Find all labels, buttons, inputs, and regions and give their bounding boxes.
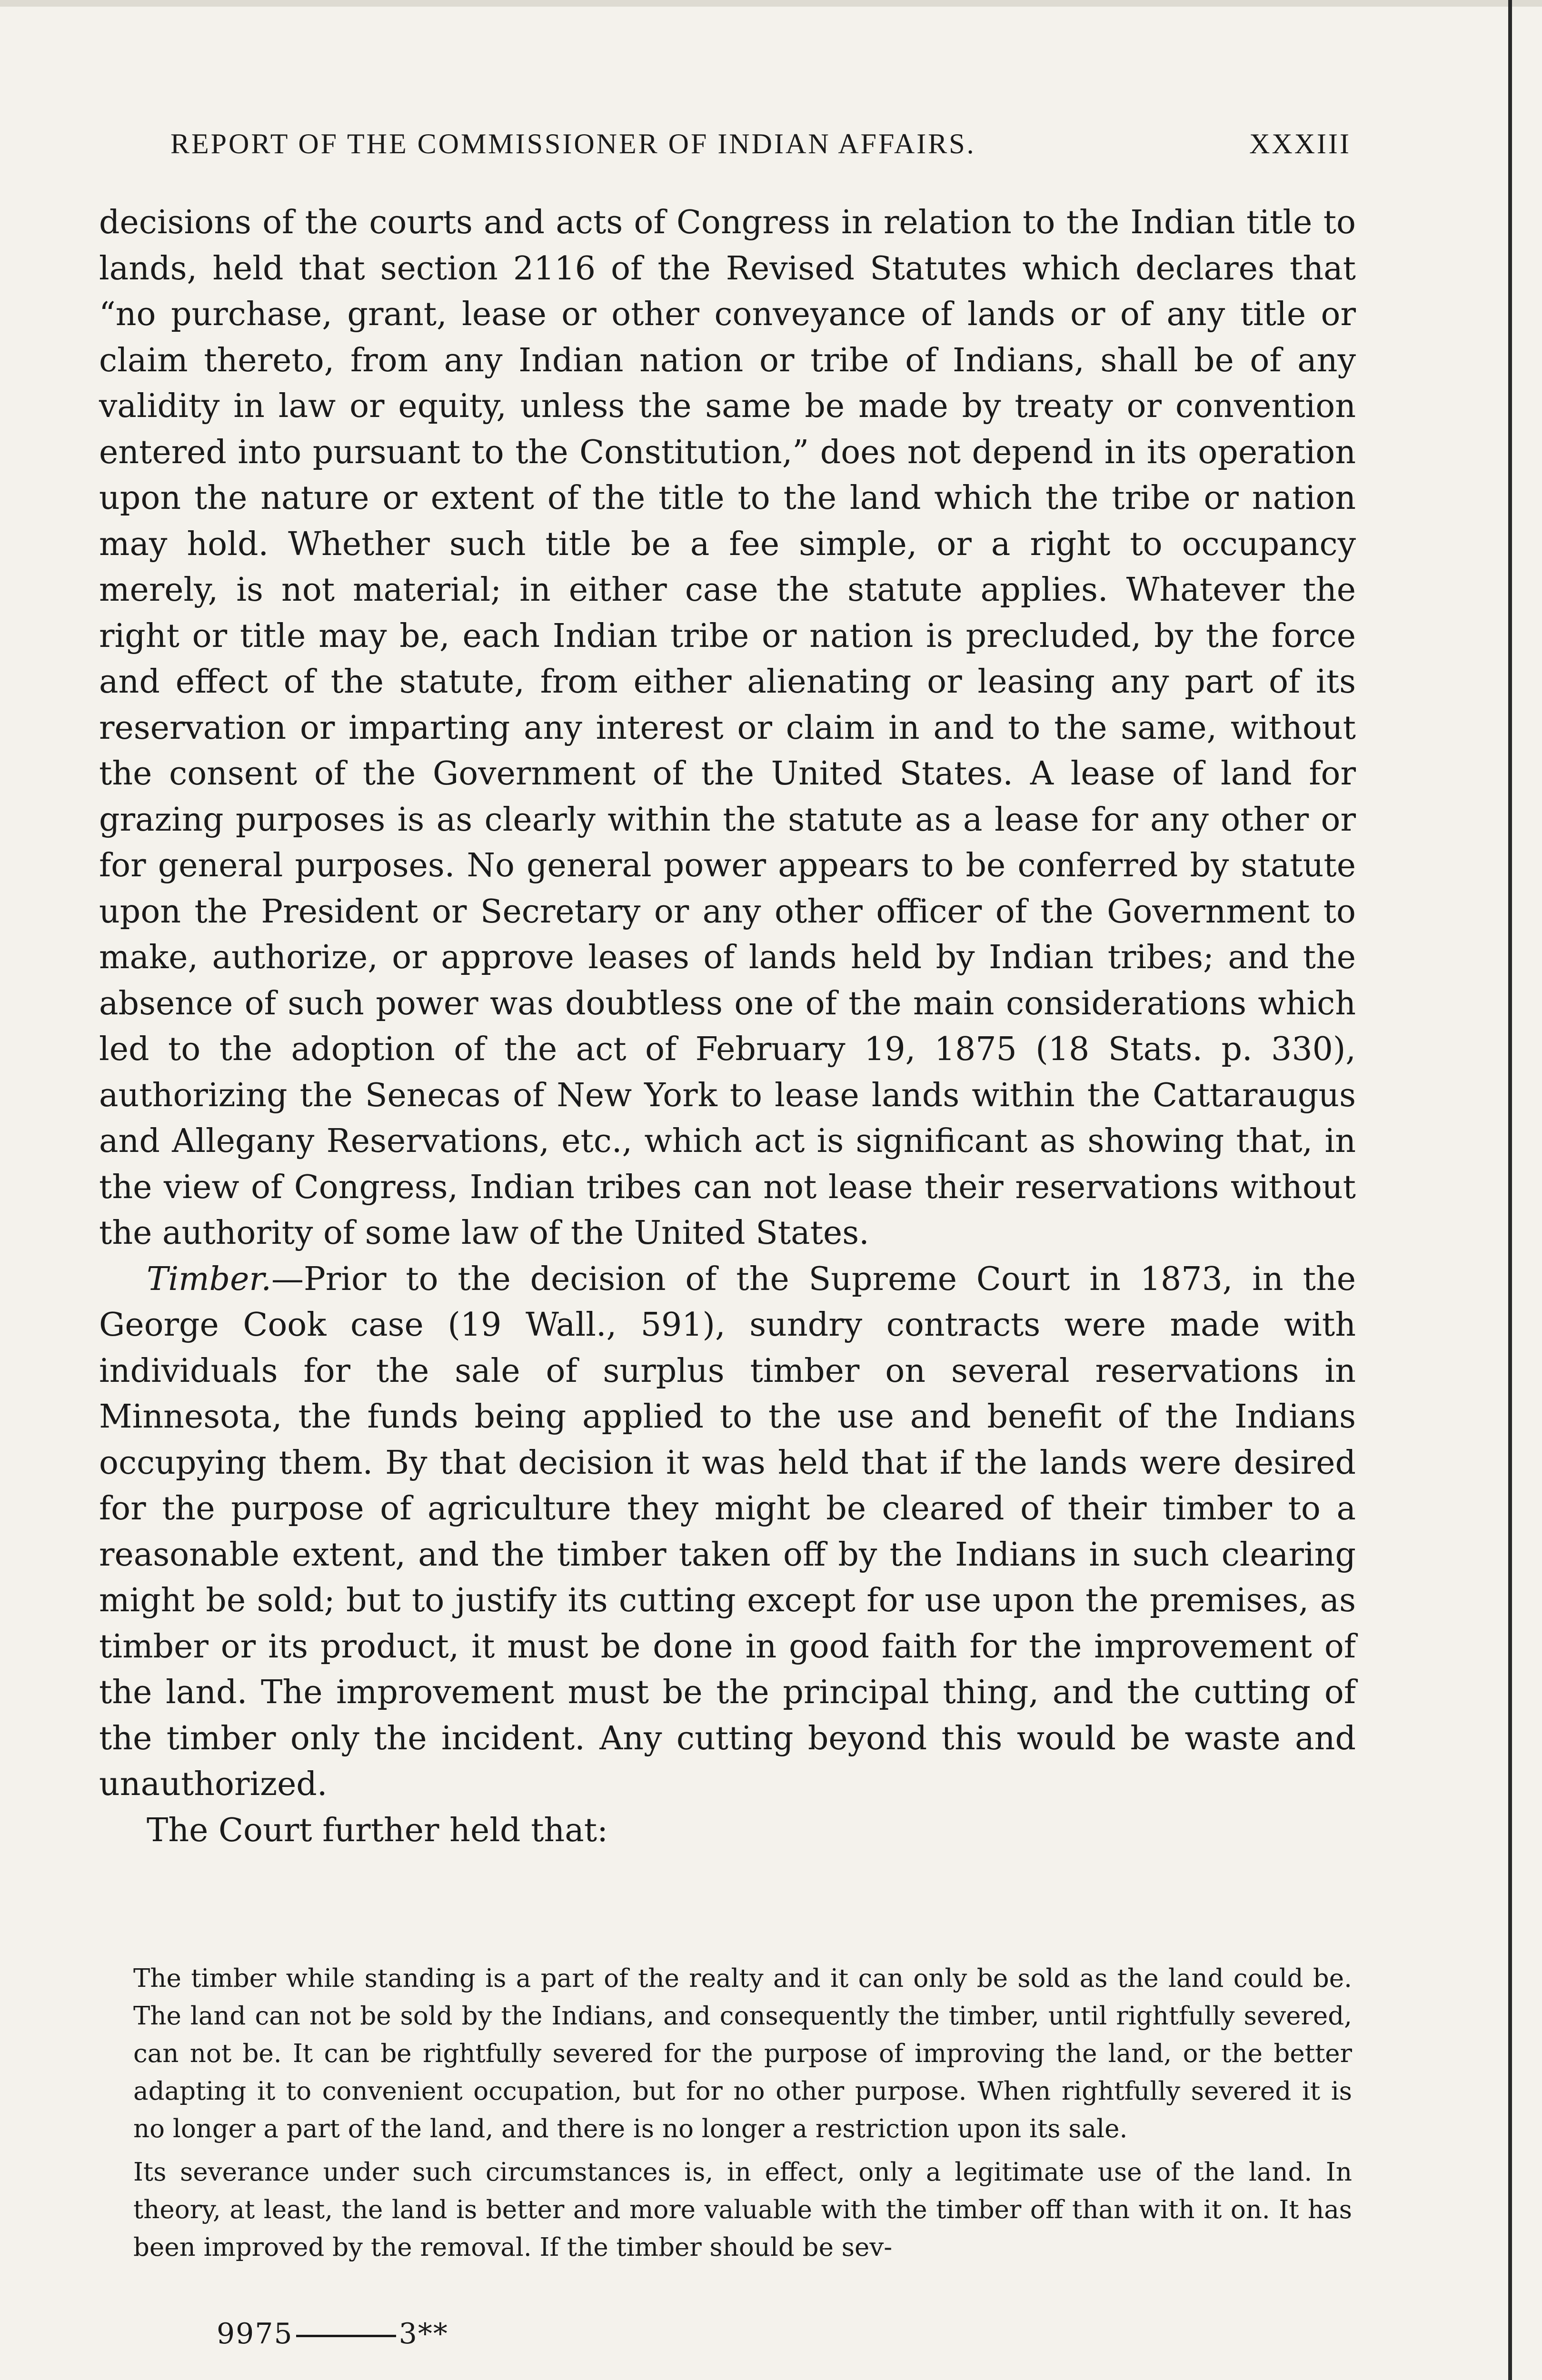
paragraph-leases: decisions of the courts and acts of Congress in relation to the Indian title to lands, held that section 2116 of the Revised Statutes which declares that “no purchase, grant, lease or other conveyance of lands or of any title or claim thereto, from any Indian nation or tribe of Indians, shall be of any validity in law or equity, unless the same be made by treaty or convention entered into pursuant to the Constitution,” does not depend in its operation upon the nature or extent of the title to the land which the tribe or nation may hold. Whether such title be a fee simple, or a right to occupancy merely, is not material; in either case the statute applies. Whatever the right or title may be, each Indian tribe or nation is precluded, by the force and effect of the statute, from either alienating or leasing any part of its reservation or imparting any interest or claim in and to the same, without the consent of the Government of the United States. A lease of land for grazing purposes is as clearly within the statute as a lease for any other or for general purposes. No general power appears to be conferred by statute upon the President or Secretary or any other officer of the Government to make, authorize, or approve leases of lands held by Indian tribes; and the absence of such power was doubtless one of the main considerations which led to the adoption of the act of February 19, 1875 (18 Stats. p. 330), authorizing the Senecas of New York to lease lands within the Cattaraugus and Allegany Reservations, etc., which act is significant as showing that, in the view of Congress, Indian tribes can not lease their reservations without the authority of some law of the United States.	[99, 204, 1356, 1252]
timber-text: —Prior to the decision of the Supreme Court in 1873, in the George Cook case (19 Wall., 591), sundry contracts were made with individuals for the sale of surplus timber on several reservations in Minnesota, the funds being applied to the use and benefit of the Indians occupying them. By that decision it was held that if the lands were desired for the purpose of agriculture they might be cleared of their timber to a reasonable extent, and the timber taken off by the Indians in such clearing might be sold; but to justify its cutting except for use upon the premises, as timber or its product, it must be done in good faith for the improvement of the land. The improvement must be the principal thing, and the cutting of the timber only the incident. Any cutting beyond this would be waste and unauthorized.	[99, 1260, 1356, 1803]
paragraph-court-held: The Court further held that:	[147, 1811, 608, 1849]
page-right-edge	[1508, 0, 1512, 2380]
signature-suffix: 3**	[398, 2317, 448, 2350]
paragraph-timber	[99, 1257, 1356, 1808]
signature-dash	[296, 2335, 396, 2337]
quote-paragraph-2: Its severance under such circumstances is, in effect, only a legitimate use of the land. In theory, at least, the land is better and more valuable with the timber off than with it on. It has been improved by the removal. If the timber should be sev-	[133, 2158, 1352, 2262]
page-top-edge	[0, 0, 1542, 7]
running-title: REPORT OF THE COMMISSIONER OF INDIAN AFFAIRS.	[170, 128, 976, 159]
court-quotation	[133, 1960, 1352, 2266]
signature-number: 9975	[217, 2317, 293, 2350]
quote-paragraph-1: The timber while standing is a part of the realty and it can only be sold as the land could be. The land can not be sold by the Indians, and consequently the timber, until rightfully severed, can not be. It can be rightfully severed for the purpose of improving the land, or the better adapting it to convenient occupation, but for no other purpose. When rightfully severed it is no longer a part of the land, and there is no longer a restriction upon its sale.	[133, 1964, 1352, 2143]
page-number: XXXIII	[1249, 128, 1351, 159]
running-header	[170, 128, 1351, 160]
main-text	[99, 200, 1356, 1854]
timber-heading: Timber.	[147, 1260, 272, 1298]
signature-mark	[217, 2317, 448, 2350]
